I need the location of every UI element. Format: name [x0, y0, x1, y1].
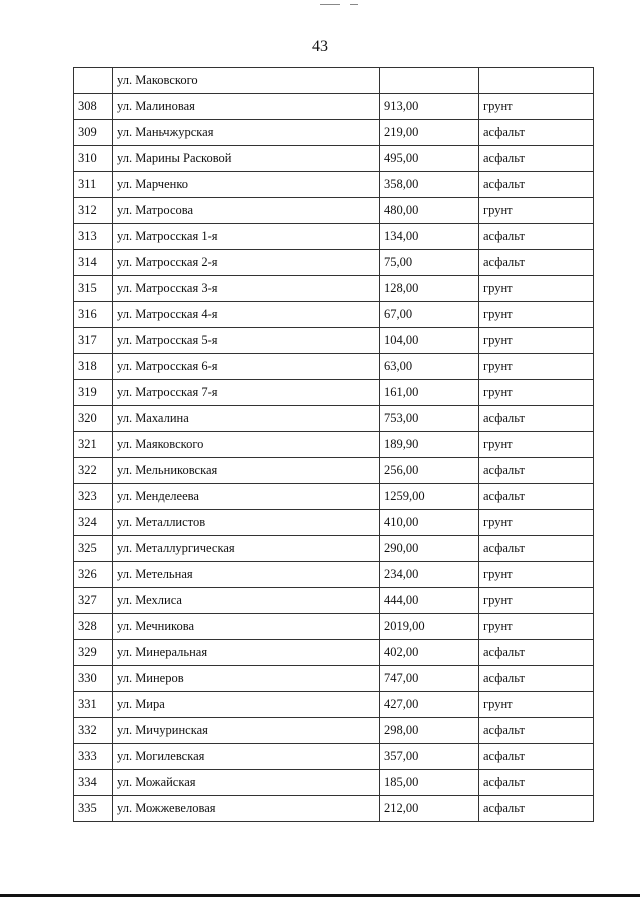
row-number: 325 [74, 536, 113, 562]
street-name: ул. Мехлиса [113, 588, 380, 614]
street-length: 256,00 [380, 458, 479, 484]
row-number: 321 [74, 432, 113, 458]
table-row [74, 198, 594, 224]
row-number: 317 [74, 328, 113, 354]
row-number: 319 [74, 380, 113, 406]
street-name: ул. Матросская 7-я [113, 380, 380, 406]
row-number: 314 [74, 250, 113, 276]
surface-type: асфальт [479, 744, 594, 770]
surface-type: грунт [479, 692, 594, 718]
street-length: 495,00 [380, 146, 479, 172]
street-length: 67,00 [380, 302, 479, 328]
street-name: ул. Металлистов [113, 510, 380, 536]
table-row [74, 666, 594, 692]
table-row [74, 692, 594, 718]
table-row [74, 224, 594, 250]
table-row [74, 588, 594, 614]
row-number: 331 [74, 692, 113, 718]
street-name: ул. Матросская 3-я [113, 276, 380, 302]
street-length: 189,90 [380, 432, 479, 458]
table-row [74, 536, 594, 562]
street-name: ул. Мира [113, 692, 380, 718]
table-row [74, 380, 594, 406]
table-row [74, 744, 594, 770]
street-length: 290,00 [380, 536, 479, 562]
row-number: 311 [74, 172, 113, 198]
row-number: 335 [74, 796, 113, 822]
street-name: ул. Матросская 5-я [113, 328, 380, 354]
street-length: 212,00 [380, 796, 479, 822]
street-length: 1259,00 [380, 484, 479, 510]
street-length: 358,00 [380, 172, 479, 198]
table-row [74, 614, 594, 640]
table-row-continuation [74, 68, 594, 94]
row-number: 320 [74, 406, 113, 432]
street-length: 747,00 [380, 666, 479, 692]
street-length: 913,00 [380, 94, 479, 120]
surface-type: асфальт [479, 640, 594, 666]
street-name: ул. Маяковского [113, 432, 380, 458]
row-number: 315 [74, 276, 113, 302]
row-number: 309 [74, 120, 113, 146]
street-length: 128,00 [380, 276, 479, 302]
table-row [74, 120, 594, 146]
row-number: 308 [74, 94, 113, 120]
surface-type: асфальт [479, 146, 594, 172]
scan-artifact [350, 4, 358, 5]
row-number: 333 [74, 744, 113, 770]
row-number: 322 [74, 458, 113, 484]
row-number: 328 [74, 614, 113, 640]
street-length: 104,00 [380, 328, 479, 354]
street-length: 75,00 [380, 250, 479, 276]
surface-type: асфальт [479, 536, 594, 562]
row-number: 327 [74, 588, 113, 614]
page-number: 43 [312, 38, 328, 55]
row-number: 312 [74, 198, 113, 224]
street-name: ул. Мичуринская [113, 718, 380, 744]
street-name: ул. Метельная [113, 562, 380, 588]
row-number [74, 68, 113, 94]
roads-table-body [74, 68, 594, 822]
surface-type: асфальт [479, 250, 594, 276]
row-number: 329 [74, 640, 113, 666]
street-length: 410,00 [380, 510, 479, 536]
surface-type: асфальт [479, 666, 594, 692]
surface-type: грунт [479, 510, 594, 536]
street-name: ул. Матросская 1-я [113, 224, 380, 250]
street-name: ул. Минеров [113, 666, 380, 692]
scan-artifact [320, 4, 340, 5]
street-name: ул. Минеральная [113, 640, 380, 666]
street-name: ул. Маковского [113, 68, 380, 94]
row-number: 334 [74, 770, 113, 796]
street-length: 161,00 [380, 380, 479, 406]
surface-type: асфальт [479, 406, 594, 432]
table-row [74, 562, 594, 588]
street-length [380, 68, 479, 94]
street-length: 219,00 [380, 120, 479, 146]
surface-type: асфальт [479, 224, 594, 250]
street-name: ул. Можайская [113, 770, 380, 796]
surface-type: асфальт [479, 718, 594, 744]
street-name: ул. Могилевская [113, 744, 380, 770]
table-row [74, 250, 594, 276]
table-row [74, 458, 594, 484]
surface-type: асфальт [479, 172, 594, 198]
surface-type: грунт [479, 354, 594, 380]
table-row [74, 406, 594, 432]
street-length: 63,00 [380, 354, 479, 380]
row-number: 316 [74, 302, 113, 328]
surface-type: асфальт [479, 770, 594, 796]
surface-type: грунт [479, 562, 594, 588]
row-number: 332 [74, 718, 113, 744]
bottom-rule [0, 894, 640, 897]
table-row [74, 796, 594, 822]
row-number: 324 [74, 510, 113, 536]
surface-type: асфальт [479, 120, 594, 146]
street-name: ул. Махалина [113, 406, 380, 432]
row-number: 313 [74, 224, 113, 250]
street-name: ул. Матросская 2-я [113, 250, 380, 276]
table-row [74, 354, 594, 380]
surface-type: грунт [479, 588, 594, 614]
street-name: ул. Мельниковская [113, 458, 380, 484]
street-name: ул. Матросская 4-я [113, 302, 380, 328]
surface-type: грунт [479, 276, 594, 302]
row-number: 326 [74, 562, 113, 588]
street-length: 134,00 [380, 224, 479, 250]
street-name: ул. Менделеева [113, 484, 380, 510]
table-row [74, 276, 594, 302]
street-length: 185,00 [380, 770, 479, 796]
table-row [74, 172, 594, 198]
street-length: 298,00 [380, 718, 479, 744]
surface-type: грунт [479, 328, 594, 354]
street-name: ул. Малиновая [113, 94, 380, 120]
street-length: 2019,00 [380, 614, 479, 640]
street-name: ул. Мечникова [113, 614, 380, 640]
street-name: ул. Матросова [113, 198, 380, 224]
surface-type: асфальт [479, 796, 594, 822]
street-name: ул. Можжевеловая [113, 796, 380, 822]
surface-type: грунт [479, 380, 594, 406]
surface-type [479, 68, 594, 94]
table-row [74, 328, 594, 354]
row-number: 330 [74, 666, 113, 692]
street-name: ул. Марины Расковой [113, 146, 380, 172]
street-length: 444,00 [380, 588, 479, 614]
surface-type: асфальт [479, 484, 594, 510]
table-row [74, 770, 594, 796]
street-name: ул. Маньчжурская [113, 120, 380, 146]
table-row [74, 94, 594, 120]
street-length: 357,00 [380, 744, 479, 770]
street-length: 753,00 [380, 406, 479, 432]
street-name: ул. Металлургическая [113, 536, 380, 562]
table-row [74, 146, 594, 172]
surface-type: грунт [479, 432, 594, 458]
table-row [74, 510, 594, 536]
row-number: 318 [74, 354, 113, 380]
street-name: ул. Матросская 6-я [113, 354, 380, 380]
surface-type: грунт [479, 94, 594, 120]
surface-type: грунт [479, 302, 594, 328]
street-length: 234,00 [380, 562, 479, 588]
table-row [74, 432, 594, 458]
surface-type: грунт [479, 614, 594, 640]
street-name: ул. Марченко [113, 172, 380, 198]
street-length: 427,00 [380, 692, 479, 718]
table-row [74, 302, 594, 328]
table-row [74, 640, 594, 666]
street-length: 402,00 [380, 640, 479, 666]
street-length: 480,00 [380, 198, 479, 224]
roads-table [73, 67, 594, 822]
surface-type: грунт [479, 198, 594, 224]
table-row [74, 484, 594, 510]
row-number: 323 [74, 484, 113, 510]
table-row [74, 718, 594, 744]
row-number: 310 [74, 146, 113, 172]
surface-type: асфальт [479, 458, 594, 484]
